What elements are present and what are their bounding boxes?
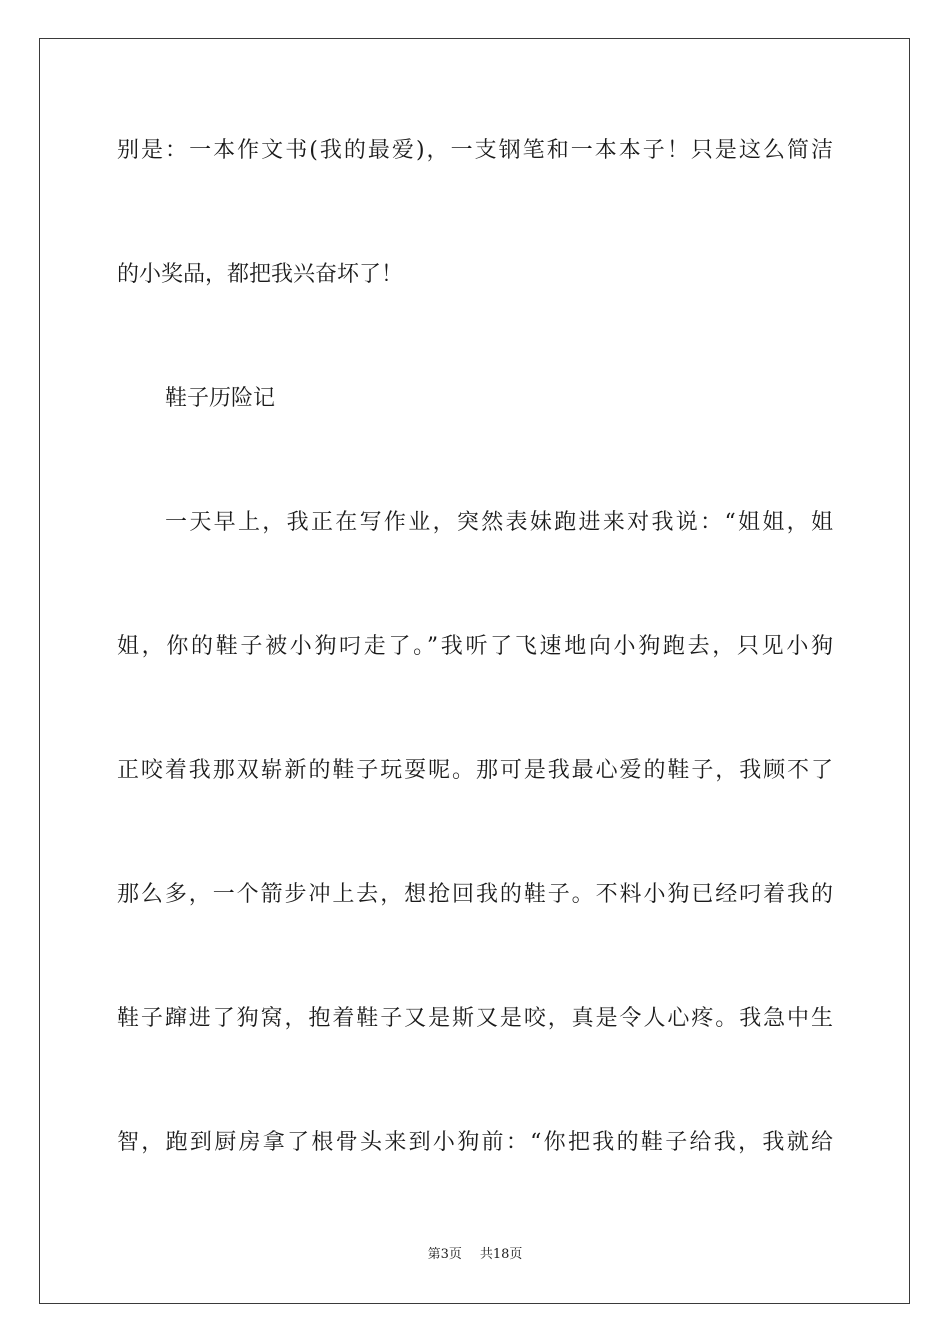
- body-line-1: 别是：一本作文书(我的最爱)，一支钢笔和一本本子！只是这么简洁: [117, 138, 833, 163]
- page-total: 共18页: [479, 1247, 523, 1262]
- body-line-4: 一天早上，我正在写作业，突然表妹跑进来对我说：“姐姐，姐: [165, 510, 833, 535]
- body-line-8: 鞋子蹿进了狗窝，抱着鞋子又是斯又是咬，真是令人心疼。我急中生: [117, 1006, 833, 1031]
- body-line-5: 姐，你的鞋子被小狗叼走了。”我听了飞速地向小狗跑去，只见小狗: [117, 634, 833, 659]
- section-heading: 鞋子历险记: [165, 386, 276, 411]
- body-line-7: 那么多，一个箭步冲上去，想抢回我的鞋子。不料小狗已经叼着我的: [117, 882, 833, 907]
- body-line-2: 的小奖品，都把我兴奋坏了！: [117, 262, 404, 287]
- body-line-6: 正咬着我那双崭新的鞋子玩耍呢。那可是我最心爱的鞋子，我顾不了: [117, 758, 833, 783]
- page-number: 第3页: [427, 1247, 462, 1262]
- body-line-9: 智，跑到厨房拿了根骨头来到小狗前：“你把我的鞋子给我，我就给: [117, 1130, 833, 1155]
- page-footer: [0, 1246, 950, 1264]
- page-frame: [39, 38, 910, 1304]
